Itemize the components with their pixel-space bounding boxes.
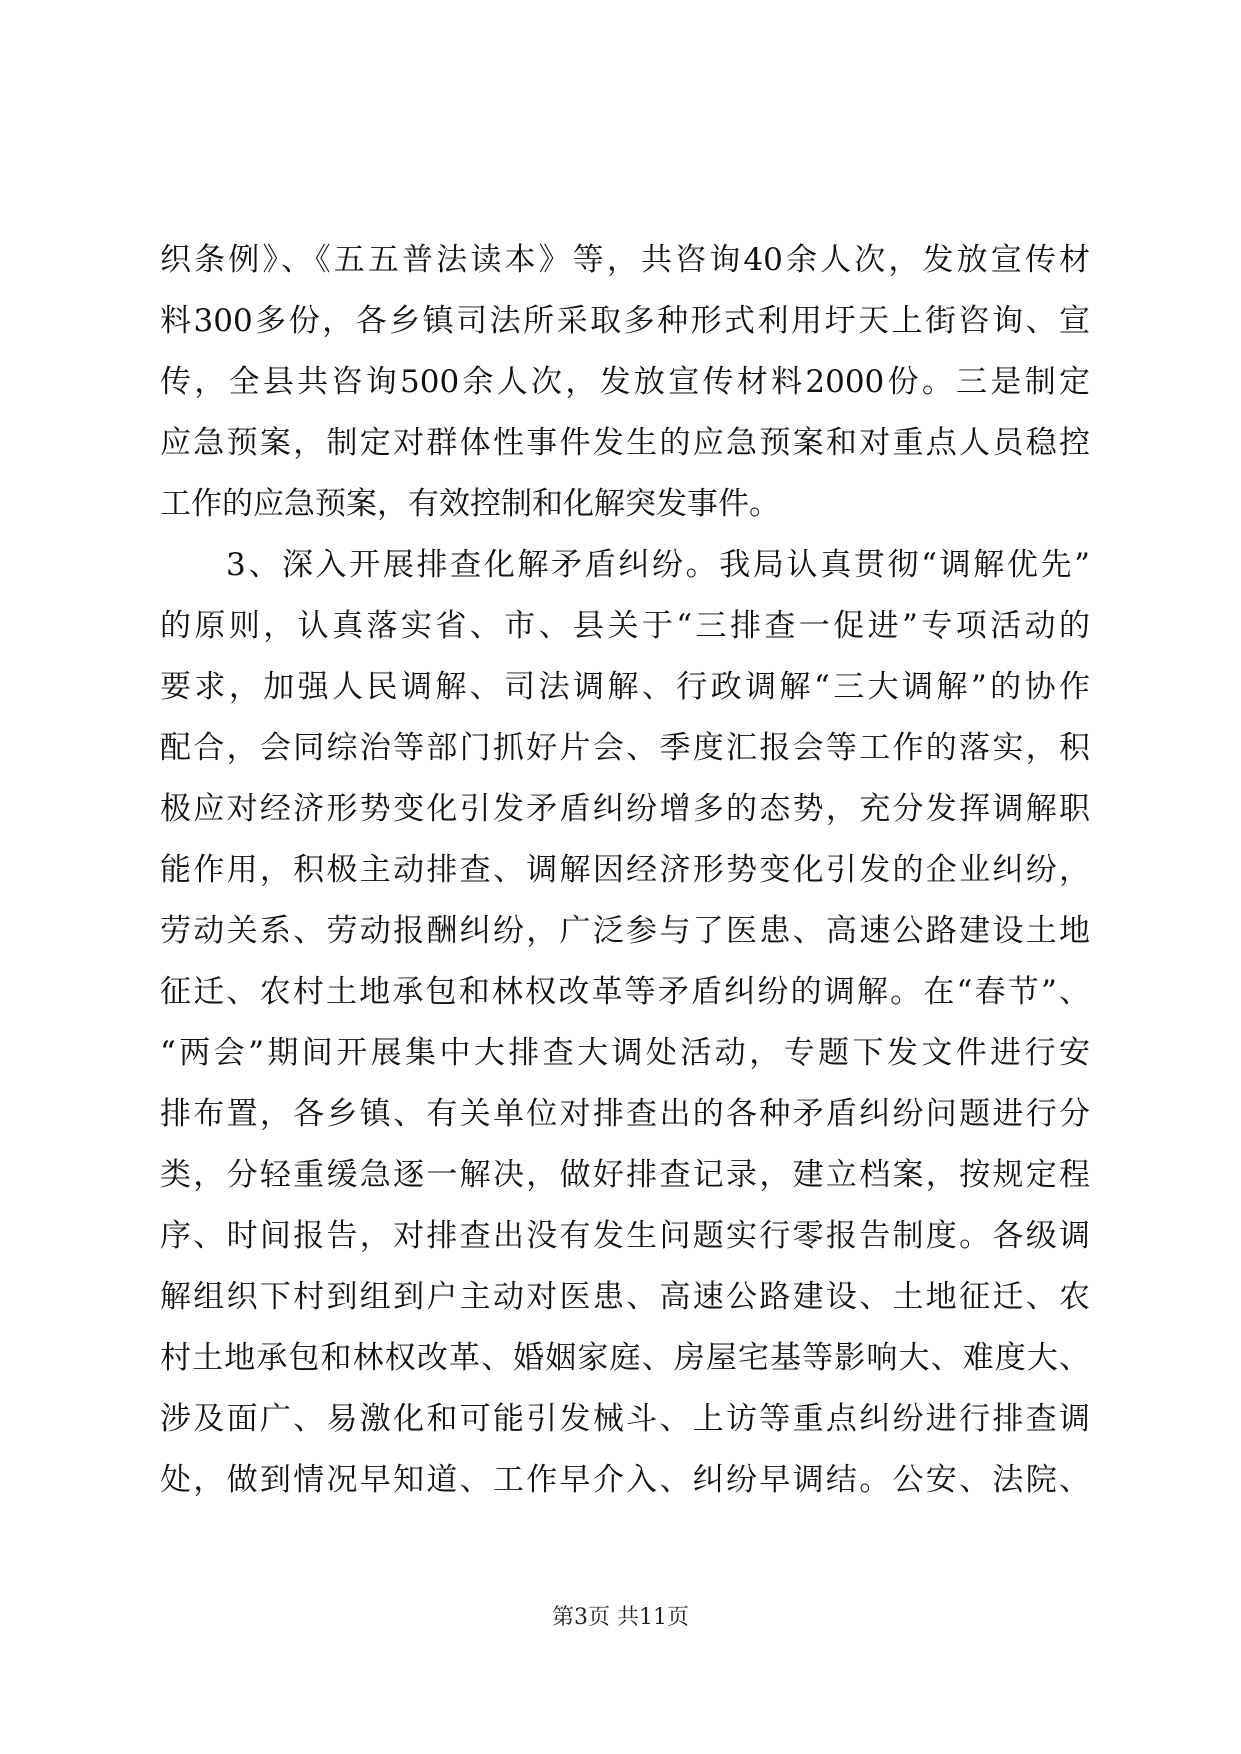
paragraph-start-line: 3、深入开展排查化解矛盾纠纷。我局认真贯彻“调解优先” xyxy=(226,547,1090,583)
text-line: 村土地承包和林权改革、婚姻家庭、房屋宅基等影响大、难度大、 xyxy=(160,1340,1090,1376)
text-line: 要求，加强人民调解、司法调解、行政调解“三大调解”的协作 xyxy=(160,669,1090,705)
text-line: 处，做到情况早知道、工作早介入、纠纷早调结。公安、法院、 xyxy=(160,1462,1090,1498)
text-line: 能作用，积极主动排查、调解因经济形势变化引发的企业纠纷， xyxy=(160,852,1090,888)
text-line: 应急预案，制定对群体性事件发生的应急预案和对重点人员稳控 xyxy=(160,425,1090,461)
text-line: 的原则，认真落实省、市、县关于“三排查一促进”专项活动的 xyxy=(160,608,1090,644)
text-line: 织条例》、《五五普法读本》等，共咨询40余人次，发放宣传材 xyxy=(160,242,1090,278)
text-line: 排布置，各乡镇、有关单位对排查出的各种矛盾纠纷问题进行分 xyxy=(160,1096,1090,1132)
text-line: 征迁、农村土地承包和林权改革等矛盾纠纷的调解。在“春节”、 xyxy=(160,974,1090,1010)
text-line: 类，分轻重缓急逐一解决，做好排查记录，建立档案，按规定程 xyxy=(160,1157,1090,1193)
text-line: 料300多份，各乡镇司法所采取多种形式利用圩天上街咨询、宣 xyxy=(160,303,1090,339)
page-number-footer: 第3页 共11页 xyxy=(552,1605,689,1630)
text-line: “两会”期间开展集中大排查大调处活动，专题下发文件进行安 xyxy=(160,1035,1090,1071)
document-body xyxy=(160,230,1090,1511)
text-line: 工作的应急预案，有效控制和化解突发事件。 xyxy=(160,486,780,522)
text-line: 配合，会同综治等部门抓好片会、季度汇报会等工作的落实，积 xyxy=(160,730,1090,766)
text-line: 传，全县共咨询500余人次，发放宣传材料2000份。三是制定 xyxy=(160,364,1090,400)
text-line: 序、时间报告，对排查出没有发生问题实行零报告制度。各级调 xyxy=(160,1218,1090,1254)
text-line: 劳动关系、劳动报酬纠纷，广泛参与了医患、高速公路建设土地 xyxy=(160,913,1090,949)
text-line: 解组织下村到组到户主动对医患、高速公路建设、土地征迁、农 xyxy=(160,1279,1090,1315)
text-line: 极应对经济形势变化引发矛盾纠纷增多的态势，充分发挥调解职 xyxy=(160,791,1090,827)
text-line: 涉及面广、易激化和可能引发械斗、上访等重点纠纷进行排查调 xyxy=(160,1401,1090,1437)
